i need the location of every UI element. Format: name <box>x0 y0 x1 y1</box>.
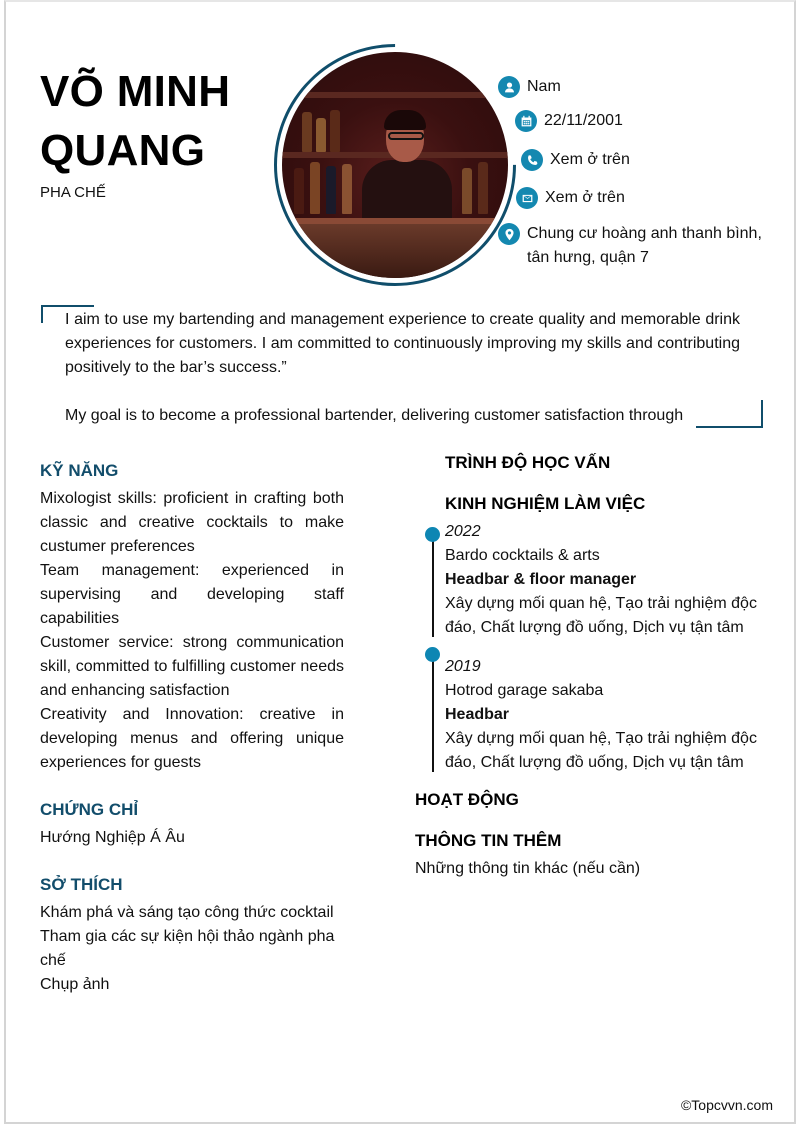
career-objective <box>65 308 740 428</box>
photo-jars <box>282 224 508 278</box>
mail-icon <box>516 187 538 209</box>
objective-paragraph-1: I aim to use my bartending and management experience to create quality and memorable drink experiences for customers. I am committed to continuously improving my skills and contributing positively to the bar’s success.” <box>65 311 740 376</box>
experience-item <box>445 520 765 640</box>
education-section <box>445 451 800 475</box>
photo-bottle <box>302 112 312 152</box>
photo-bottle <box>478 162 488 214</box>
hobby-item: Tham gia các sự kiện hội thảo ngành pha chế <box>40 928 335 969</box>
certificates-section <box>40 798 344 850</box>
copyright-footer: ©Topcvvn.com <box>680 1097 773 1113</box>
job-company: Bardo cocktails & arts <box>445 547 600 564</box>
job-role: Headbar & floor manager <box>445 571 637 588</box>
birthday-value: 22/11/2001 <box>544 112 623 129</box>
quote-bracket-bottom-right <box>696 400 763 428</box>
location-pin-icon <box>498 223 520 245</box>
email-value: Xem ở trên <box>545 189 625 206</box>
certificates-title: CHỨNG CHỈ <box>40 800 139 819</box>
experience-item <box>445 655 765 775</box>
name-line-2: QUANG <box>40 126 206 175</box>
hobbies-section <box>40 873 344 997</box>
photo-bottle <box>330 110 340 152</box>
job-description: Xây dựng mối quan hệ, Tạo trải nghiệm độc đáo, Chất lượng đồ uống, Dịch vụ tận tâm <box>445 730 757 771</box>
photo-bottle <box>294 168 304 214</box>
phone-icon <box>521 149 543 171</box>
education-title: TRÌNH ĐỘ HỌC VẤN <box>445 453 611 472</box>
additional-info-title: THÔNG TIN THÊM <box>415 831 562 850</box>
hobby-item: Khám phá và sáng tạo công thức cocktail <box>40 904 334 921</box>
photo-bottle <box>316 118 326 152</box>
objective-paragraph-2: My goal is to become a professional bartender, delivering customer satisfaction through <box>65 407 684 424</box>
skill-item: Mixologist skills: proficient in crafting both classic and creative cocktails to make custumer preferences <box>40 490 344 555</box>
additional-info-text: Những thông tin khác (nếu cần) <box>415 860 641 877</box>
certificate-item: Hướng Nghiệp Á Âu <box>40 829 185 846</box>
timeline-dot <box>425 527 440 542</box>
job-company: Hotrod garage sakaba <box>445 682 604 699</box>
additional-info-section <box>415 829 775 881</box>
photo-shelf <box>282 92 508 98</box>
contact-email <box>516 186 625 210</box>
job-role: Headbar <box>445 706 510 723</box>
job-title: PHA CHẾ <box>40 184 106 201</box>
photo-bottle <box>462 168 472 214</box>
calendar-icon <box>515 110 537 132</box>
photo-bottle <box>342 164 352 214</box>
profile-photo <box>282 52 508 278</box>
skill-item: Customer service: strong communication skill, committed to fulfilling customer needs and enhancing satisfaction <box>40 634 344 699</box>
job-year: 2019 <box>445 658 481 675</box>
contact-phone <box>521 148 630 172</box>
job-description: Xây dựng mối quan hệ, Tạo trải nghiệm độc đáo, Chất lượng đồ uống, Dịch vụ tận tâm <box>445 595 757 636</box>
hobbies-title: SỞ THÍCH <box>40 875 123 894</box>
skills-title: KỸ NĂNG <box>40 461 119 480</box>
address-value: Chung cư hoàng anh thanh bình, tân hưng, quận 7 <box>527 225 762 266</box>
contact-address <box>498 222 788 270</box>
photo-bottle <box>326 166 336 214</box>
timeline-line <box>432 534 434 637</box>
user-icon <box>498 76 520 98</box>
hobby-item: Chụp ảnh <box>40 976 110 993</box>
skills-section <box>40 459 344 775</box>
timeline-line <box>432 654 434 772</box>
phone-value: Xem ở trên <box>550 151 630 168</box>
activities-section <box>415 788 775 812</box>
job-year: 2022 <box>445 523 481 540</box>
photo-bottle <box>310 162 320 214</box>
contact-birthday <box>515 109 623 133</box>
skill-item: Team management: experienced in supervising and developing staff capabilities <box>40 562 344 627</box>
skill-item: Creativity and Innovation: creative in developing menus and offering unique experiences for guests <box>40 706 344 771</box>
experience-title: KINH NGHIỆM LÀM VIỆC <box>445 494 646 513</box>
name-line-1: VÕ MINH <box>40 67 231 116</box>
activities-title: HOẠT ĐỘNG <box>415 790 519 809</box>
objective-container <box>60 304 750 428</box>
gender-value: Nam <box>527 78 561 95</box>
contact-gender <box>498 75 561 99</box>
timeline-dot <box>425 647 440 662</box>
candidate-name <box>40 62 230 180</box>
experience-section <box>445 492 800 516</box>
